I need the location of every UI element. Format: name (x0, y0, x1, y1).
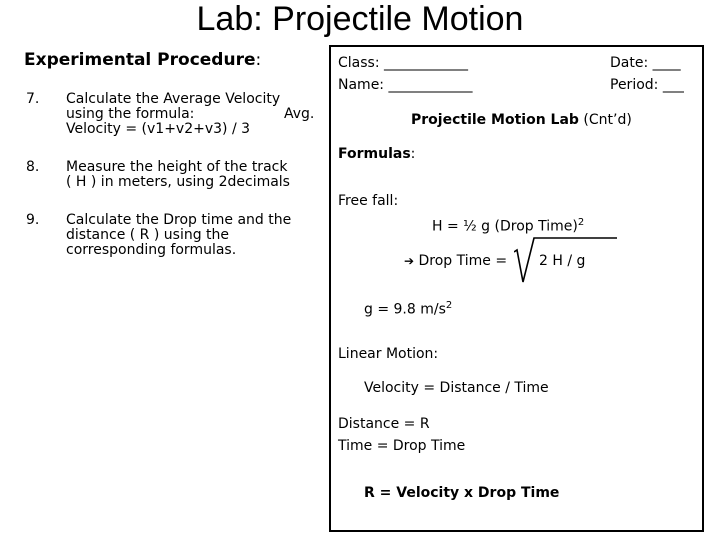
step-extra-word: Avg. (284, 106, 315, 122)
period-label: Period: ___ (610, 77, 684, 93)
procedure-heading-colon: : (255, 50, 262, 70)
step-text (66, 92, 316, 137)
procedure-heading (24, 50, 261, 70)
step-line: corresponding formulas. (66, 242, 237, 258)
step-line: Velocity = (v1+v2+v3) / 3 (66, 121, 251, 137)
linear-motion-label: Linear Motion: (338, 346, 439, 362)
formulas-panel (329, 45, 704, 532)
step-number: 8. (26, 159, 40, 175)
height-formula-text: H = ½ g (Drop Time) (432, 218, 578, 235)
distance-equation: Distance = R (338, 416, 430, 432)
drop-time-radicand: 2 H / g (539, 253, 586, 269)
step-text (66, 160, 316, 190)
drop-time-label: Drop Time = (418, 253, 508, 269)
lab-subtitle (411, 111, 632, 129)
date-label: Date: ____ (610, 55, 681, 71)
height-formula-exponent: 2 (577, 217, 585, 228)
range-formula: R = Velocity x Drop Time (364, 485, 560, 501)
procedure-heading-text: Experimental Procedure (24, 50, 256, 70)
step-number: 9. (26, 212, 40, 228)
gravity-value (364, 297, 452, 319)
velocity-formula: Velocity = Distance / Time (364, 380, 549, 396)
page-title: Lab: Projectile Motion (196, 0, 524, 38)
time-equation: Time = Drop Time (338, 438, 466, 454)
step-line: distance ( R ) using the (66, 227, 230, 243)
step-line: Calculate the Drop time and the (66, 212, 292, 228)
lab-subtitle-suffix: (Cnt’d) (578, 112, 632, 128)
step-text (66, 213, 316, 258)
gravity-exponent: 2 (445, 300, 453, 311)
formulas-heading (338, 145, 415, 163)
step-line: using the formula: (66, 106, 195, 122)
step-number: 7. (26, 91, 40, 107)
height-formula (432, 214, 584, 236)
free-fall-label: Free fall: (338, 193, 399, 209)
step-line: ( H ) in meters, using 2decimals (66, 174, 290, 190)
drop-time-formula (404, 252, 507, 270)
class-label: Class: ____________ (338, 55, 468, 71)
arrow-right-icon: ➔ (404, 254, 415, 268)
step-line: Measure the height of the track (66, 159, 288, 175)
lab-subtitle-text: Projectile Motion Lab (411, 112, 579, 128)
formulas-heading-colon: : (410, 146, 416, 162)
name-label: Name: ____________ (338, 77, 473, 93)
formulas-heading-text: Formulas (338, 146, 411, 162)
gravity-text: g = 9.8 m/s (364, 301, 446, 318)
step-line: Calculate the Average Velocity (66, 91, 281, 107)
